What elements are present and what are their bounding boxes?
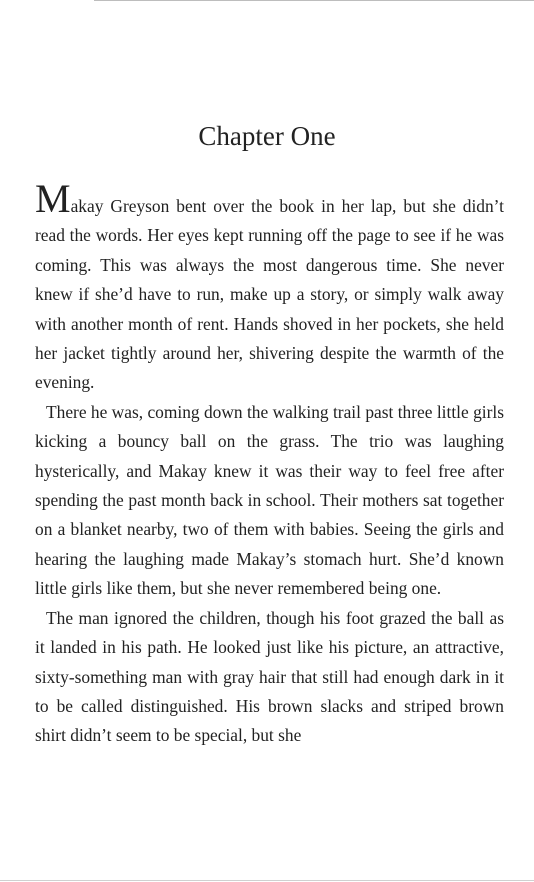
bottom-divider (0, 880, 534, 881)
paragraph-1-text: akay Greyson bent over the book in her lap, but she didn’t read the words. Her eyes kept running off the page to see if he was coming. This was always the most dangerous time. She never knew if she’d have to run, make up a story, or simply walk away with another month of rent. Hands shoved in her pockets, she held her jacket tightly around her, shivering despite the warmth of the evening. (35, 196, 504, 393)
chapter-title: Chapter One (198, 121, 336, 151)
drop-cap: M (35, 176, 71, 221)
paragraph-2: There he was, coming down the walking trail past three little girls kicking a bouncy ball on the grass. The trio was laughing hysterically, and Makay knew it was their way to feel free after spending the past month back in school. Their mothers sat together on a blanket nearby, two of them with babies. Seeing the girls and hearing the laughing made Makay’s stomach hurt. She’d known little girls like them, but she never remembered being one. (35, 401, 504, 599)
paragraph-3: The man ignored the children, though his foot grazed the ball as it landed in his path. He looked just like his picture, an attractive, sixty-something man with gray hair that still had enough dark in it to be called distinguished. His brown slacks and striped brown shirt didn’t seem to be special, but she (35, 607, 504, 746)
top-divider (94, 0, 534, 1)
chapter-body (35, 176, 504, 751)
paragraph-1 (35, 176, 504, 398)
